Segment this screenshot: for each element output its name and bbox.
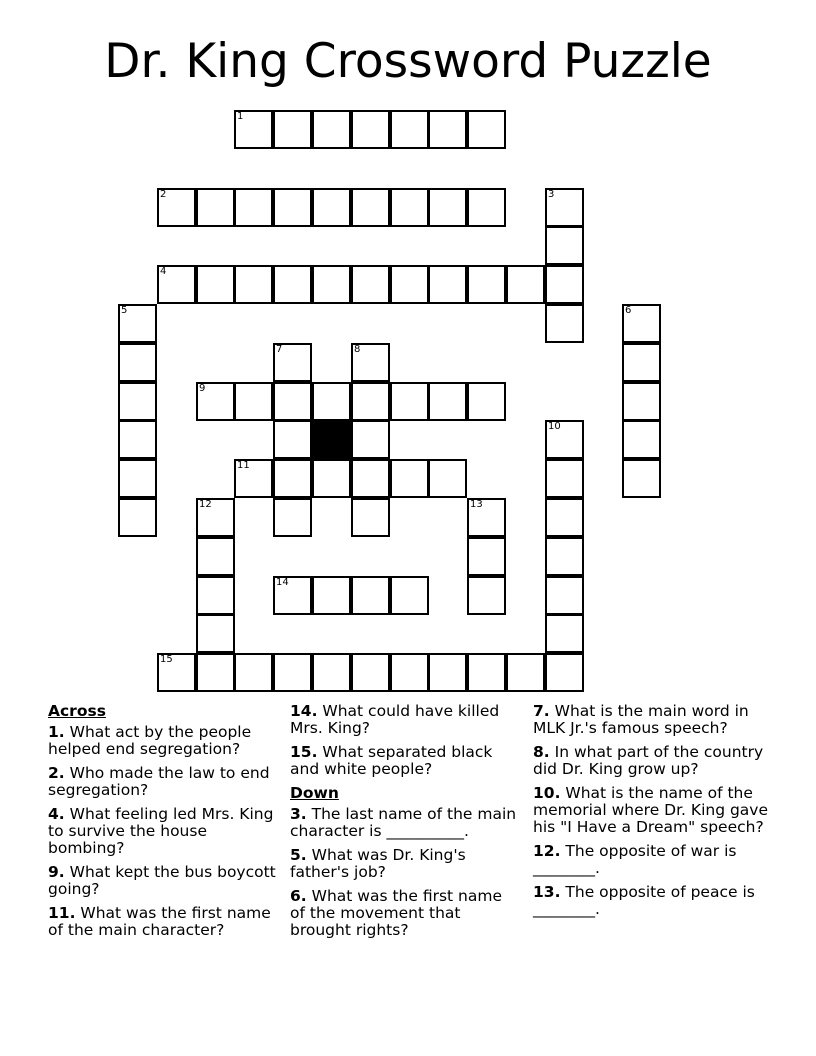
grid-cell[interactable]: [118, 498, 157, 537]
grid-cell[interactable]: [545, 304, 584, 343]
grid-cell[interactable]: [622, 382, 661, 421]
grid-cell[interactable]: [118, 343, 157, 382]
grid-cell[interactable]: [390, 110, 429, 149]
grid-cell[interactable]: [273, 420, 312, 459]
grid-cell[interactable]: [273, 265, 312, 304]
grid-cell[interactable]: [196, 188, 235, 227]
grid-cell[interactable]: [545, 188, 584, 227]
clue-number: 14: [276, 577, 289, 588]
grid-cell[interactable]: [390, 653, 429, 692]
grid-cell[interactable]: [545, 459, 584, 498]
clue-down-13: 13. The opposite of peace is ________.: [533, 883, 755, 918]
grid-cell[interactable]: [506, 653, 545, 692]
grid-cell[interactable]: [273, 188, 312, 227]
grid-cell[interactable]: [622, 459, 661, 498]
grid-cell[interactable]: [351, 343, 390, 382]
grid-cell[interactable]: [622, 343, 661, 382]
grid-cell[interactable]: [312, 265, 351, 304]
clue-down-12: 12. The opposite of war is ________.: [533, 842, 737, 877]
grid-cell[interactable]: [467, 265, 506, 304]
grid-cell[interactable]: [118, 420, 157, 459]
grid-cell[interactable]: [273, 459, 312, 498]
clue-number: 8: [354, 344, 361, 355]
clue-across-15: 15. What separated black and white people?: [290, 743, 493, 778]
clue-across-9: 9. What kept the bus boycott going?: [48, 863, 276, 898]
grid-cell[interactable]: [118, 304, 157, 343]
grid-cell[interactable]: [467, 498, 506, 537]
clue-down-8: 8. In what part of the country did Dr. King grow up?: [533, 743, 764, 778]
grid-cell[interactable]: [196, 537, 235, 576]
clue-number: 6: [625, 305, 632, 316]
grid-cell[interactable]: [234, 188, 273, 227]
clue-number: 3: [548, 189, 555, 200]
grid-cell[interactable]: [234, 265, 273, 304]
grid-cell[interactable]: [351, 110, 390, 149]
grid-cell[interactable]: [428, 382, 467, 421]
clues-column-2: [290, 703, 520, 946]
grid-cell[interactable]: [234, 459, 273, 498]
grid-cell[interactable]: [545, 576, 584, 615]
clue-across-11: 11. What was the first name of the main character?: [48, 904, 271, 939]
grid-cell[interactable]: [390, 576, 429, 615]
grid-cell[interactable]: [234, 653, 273, 692]
clue-down-3: 3. The last name of the main character is __________.: [290, 805, 517, 840]
grid-cell[interactable]: [351, 498, 390, 537]
grid-cell[interactable]: [273, 343, 312, 382]
grid-cell[interactable]: [506, 265, 545, 304]
grid-cell[interactable]: [312, 188, 351, 227]
clue-number: 1: [237, 111, 244, 122]
clue-across-4: 4. What feeling led Mrs. King to survive the house bombing?: [48, 805, 274, 857]
grid-cell[interactable]: [390, 188, 429, 227]
grid-cell[interactable]: [157, 188, 196, 227]
grid-cell[interactable]: [428, 265, 467, 304]
grid-cell[interactable]: [273, 498, 312, 537]
clues-column-1: [48, 703, 283, 946]
grid-cell[interactable]: [467, 110, 506, 149]
clue-number: 9: [199, 383, 206, 394]
clue-number: 2: [160, 189, 167, 200]
clue-number: 5: [121, 305, 128, 316]
grid-cell[interactable]: [545, 614, 584, 653]
grid-cell[interactable]: [273, 110, 312, 149]
clue-number: 7: [276, 344, 283, 355]
clue-down-7: 7. What is the main word in MLK Jr.'s famous speech?: [533, 702, 749, 737]
grid-cell[interactable]: [390, 382, 429, 421]
grid-cell[interactable]: [545, 653, 584, 692]
clue-number: 11: [237, 460, 250, 471]
grid-cell[interactable]: [196, 614, 235, 653]
grid-cell[interactable]: [351, 653, 390, 692]
grid-cell[interactable]: [467, 188, 506, 227]
grid-cell[interactable]: [196, 498, 235, 537]
grid-cell[interactable]: [351, 459, 390, 498]
grid-cell[interactable]: [545, 265, 584, 304]
clue-down-10: 10. What is the name of the memorial where Dr. King gave his "I Have a Dream" speech?: [533, 784, 769, 836]
grid-cell[interactable]: [118, 382, 157, 421]
clue-across-1: 1. What act by the people helped end segregation?: [48, 723, 252, 758]
grid-cell[interactable]: [312, 459, 351, 498]
grid-cell[interactable]: [351, 265, 390, 304]
clue-down-5: 5. What was Dr. King's father's job?: [290, 846, 466, 881]
grid-cell[interactable]: [467, 537, 506, 576]
grid-cell[interactable]: [545, 226, 584, 265]
grid-cell[interactable]: [351, 188, 390, 227]
page-title: Dr. King Crossword Puzzle: [104, 34, 712, 89]
clues-column-3: [533, 703, 773, 925]
grid-cell[interactable]: [351, 420, 390, 459]
grid-cell[interactable]: [196, 653, 235, 692]
blocked-cell: [312, 420, 351, 459]
grid-cell[interactable]: [545, 537, 584, 576]
grid-cell[interactable]: [428, 653, 467, 692]
clue-down-6: 6. What was the first name of the movement that brought rights?: [290, 887, 502, 939]
clue-number: 12: [199, 499, 212, 510]
grid-cell[interactable]: [622, 304, 661, 343]
grid-cell[interactable]: [545, 420, 584, 459]
grid-cell[interactable]: [390, 265, 429, 304]
grid-cell[interactable]: [234, 110, 273, 149]
grid-cell[interactable]: [196, 382, 235, 421]
clue-number: 4: [160, 266, 167, 277]
clue-number: 10: [548, 421, 561, 432]
grid-cell[interactable]: [351, 576, 390, 615]
grid-cell[interactable]: [196, 576, 235, 615]
grid-cell[interactable]: [351, 382, 390, 421]
grid-cell[interactable]: [157, 265, 196, 304]
grid-cell[interactable]: [312, 110, 351, 149]
clue-number: 15: [160, 654, 173, 665]
clue-number: 13: [470, 499, 483, 510]
grid-cell[interactable]: [312, 576, 351, 615]
across-heading: Across: [48, 702, 106, 720]
down-heading: Down: [290, 784, 339, 802]
clue-across-2: 2. Who made the law to end segregation?: [48, 764, 270, 799]
grid-cell[interactable]: [428, 188, 467, 227]
clue-across-14: 14. What could have killed Mrs. King?: [290, 702, 500, 737]
grid-cell[interactable]: [196, 265, 235, 304]
grid-cell[interactable]: [545, 498, 584, 537]
grid-cell[interactable]: [312, 653, 351, 692]
grid-cell[interactable]: [312, 382, 351, 421]
grid-cell[interactable]: [390, 459, 429, 498]
grid-cell[interactable]: [467, 382, 506, 421]
grid-cell[interactable]: [273, 576, 312, 615]
grid-cell[interactable]: [234, 382, 273, 421]
grid-cell[interactable]: [467, 653, 506, 692]
grid-cell[interactable]: [428, 459, 467, 498]
grid-cell[interactable]: [428, 110, 467, 149]
grid-cell[interactable]: [118, 459, 157, 498]
grid-cell[interactable]: [467, 576, 506, 615]
grid-cell[interactable]: [273, 382, 312, 421]
grid-cell[interactable]: [157, 653, 196, 692]
grid-cell[interactable]: [622, 420, 661, 459]
grid-cell[interactable]: [273, 653, 312, 692]
